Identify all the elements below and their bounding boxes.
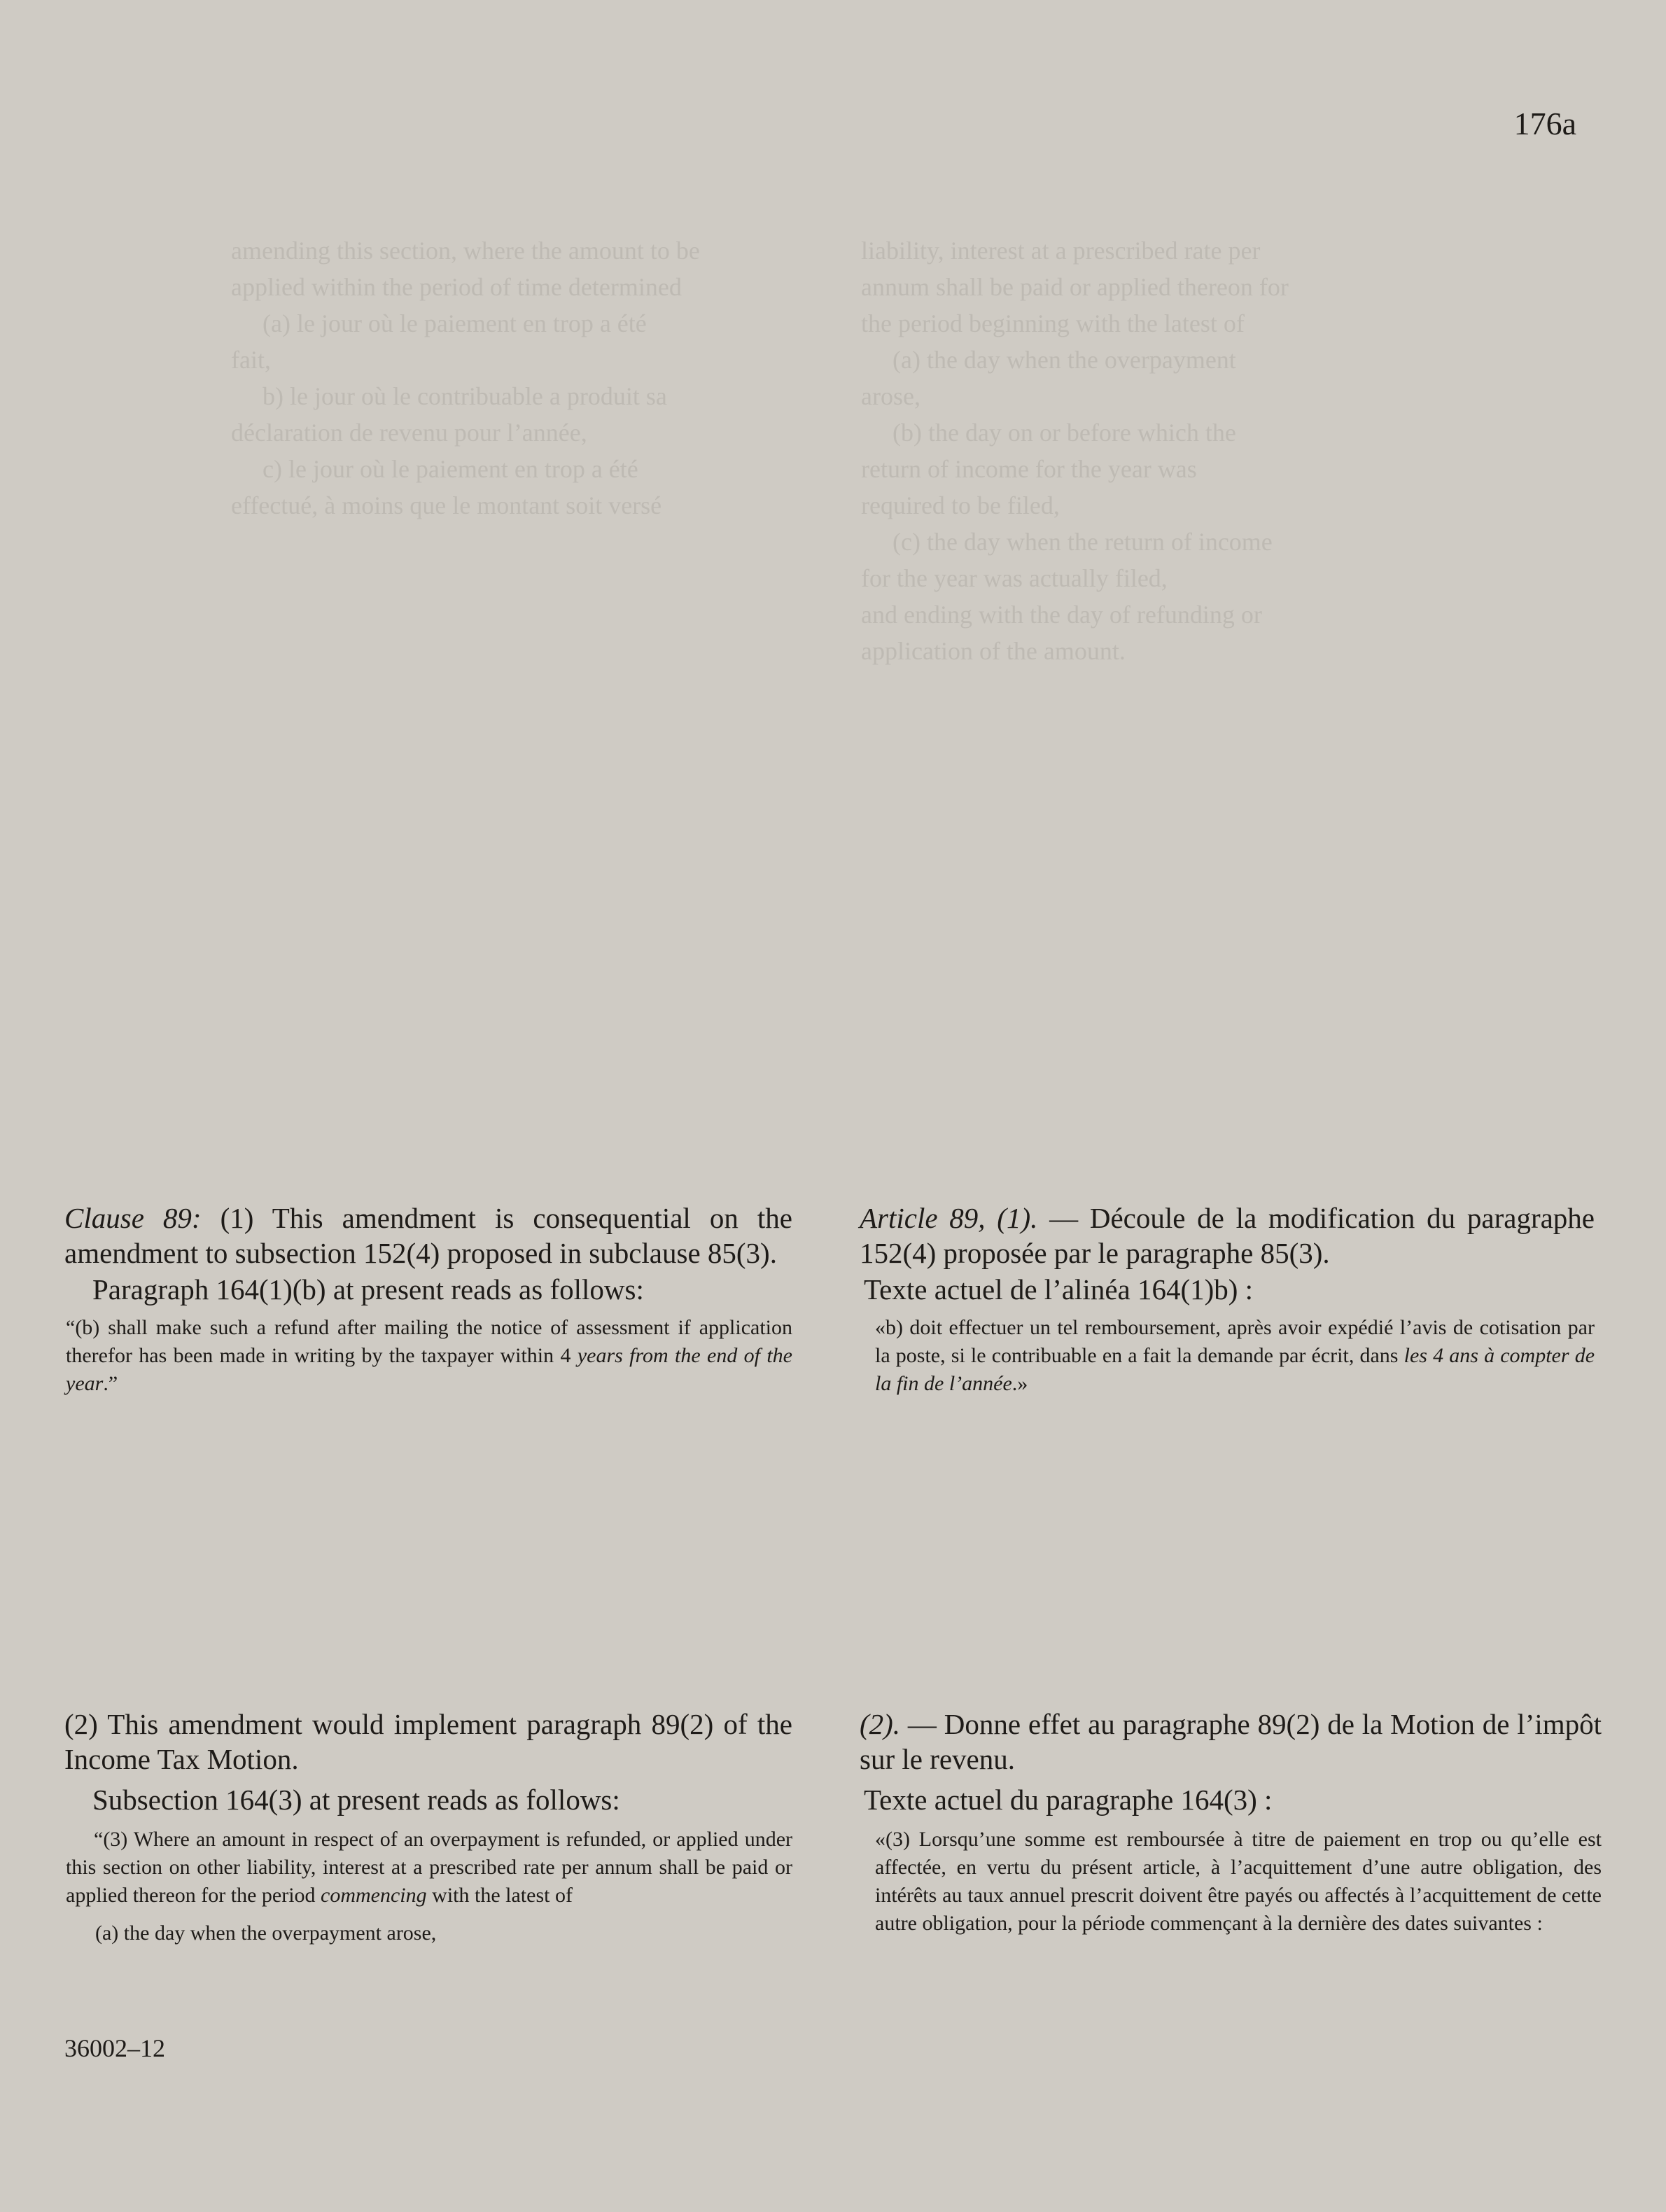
clause-label: Clause 89: bbox=[64, 1202, 202, 1234]
present-reading-intro: Texte actuel du paragraphe 164(3) : bbox=[864, 1784, 1273, 1816]
article-heading-text: — Donne effet au paragraphe 89(2) de la Motion de l’impôt sur le revenu. bbox=[860, 1708, 1602, 1775]
clause-heading-text: (1) This amendment is consequential on the amendment to subsection 152(4) proposed in subclause 85(3). bbox=[64, 1202, 792, 1269]
clause-heading: (2) This amendment would implement paragraph 89(2) of the Income Tax Motion. bbox=[64, 1708, 792, 1775]
article-89-2-french bbox=[860, 1707, 1602, 1938]
quoted-provision: «(3) Lorsqu’une somme est remboursée à titre de paiement en trop ou qu’elle est affectée, en vertu du présent article, à l’acquittement d’une autre obligation, des intérêts au taux annuel prescrit doivent être payés ou affectés à l’acquittement de cette autre obligation, pour la période commençant à la dernière des dates suivantes : bbox=[875, 1828, 1602, 1935]
quoted-provision bbox=[64, 1314, 792, 1398]
article-heading bbox=[860, 1707, 1602, 1777]
quote-text: “(b) shall make such a refund after mailing the notice of assessment if application therefor has been made in writing by the taxpayer within 4 bbox=[66, 1316, 792, 1367]
quote-end: .” bbox=[103, 1372, 118, 1395]
article-89-1-french bbox=[860, 1200, 1595, 1398]
page-number: 176a bbox=[1513, 106, 1576, 141]
article-heading bbox=[860, 1200, 1595, 1270]
quote-italic: years from the end of the year bbox=[66, 1344, 792, 1395]
quote-italic: commencing bbox=[321, 1884, 427, 1907]
present-reading-intro: Subsection 164(3) at present reads as follows: bbox=[92, 1784, 620, 1816]
bleed-through-right: liability, interest at a prescribed rate per annum shall be paid or applied thereon for the period beginning with the latest of (a) the day when the overpayment arose, (b) the day on or before which the return of income for the year was required to be filed, (c) the day when the return of income for the year was actually filed, and ending with the day of refunding or application of the amount. bbox=[861, 237, 1289, 665]
quoted-provision bbox=[64, 1826, 792, 1910]
present-reading-intro: Paragraph 164(1)(b) at present reads as follows: bbox=[92, 1273, 644, 1306]
present-reading-intro: Texte actuel de l’alinéa 164(1)b) : bbox=[864, 1273, 1254, 1306]
article-label: Article 89, (1). bbox=[860, 1202, 1038, 1234]
clause-89-2-english bbox=[64, 1707, 792, 1947]
bleed-through-left: amending this section, where the amount to be applied within the period of time determined (a) le jour où le paiement en trop a été fait, b) le jour où le contribuable a produit sa déclaration de revenu pour l’année, c) le jour où le paiement en trop a été effectué, à moins que le montant soit versé bbox=[231, 237, 700, 519]
quoted-item-a: (a) the day when the overpayment arose, bbox=[95, 1921, 437, 1945]
article-label: (2). bbox=[860, 1708, 901, 1740]
clause-heading bbox=[64, 1200, 792, 1270]
document-code: 36002–12 bbox=[64, 2034, 165, 2062]
quote-italic: les 4 ans à compter de la fin de l’année bbox=[875, 1344, 1595, 1395]
article-heading-text: — Découle de la modification du paragraphe 152(4) proposée par le paragraphe 85(3). bbox=[860, 1202, 1595, 1269]
quote-text: “(3) Where an amount in respect of an overpayment is refunded, or applied under this section on other liability, interest at a prescribed rate per annum shall be paid or applied thereon for the period bbox=[66, 1828, 792, 1907]
quote-text: «b) doit effectuer un tel remboursement, après avoir expédié l’avis de cotisation par la poste, si le contribuable en a fait la demande par écrit, dans bbox=[875, 1316, 1595, 1367]
quote-end: with the latest of bbox=[426, 1884, 573, 1907]
clause-89-1-english bbox=[64, 1200, 792, 1398]
quote-end: .» bbox=[1011, 1372, 1028, 1395]
quoted-provision bbox=[860, 1314, 1595, 1398]
